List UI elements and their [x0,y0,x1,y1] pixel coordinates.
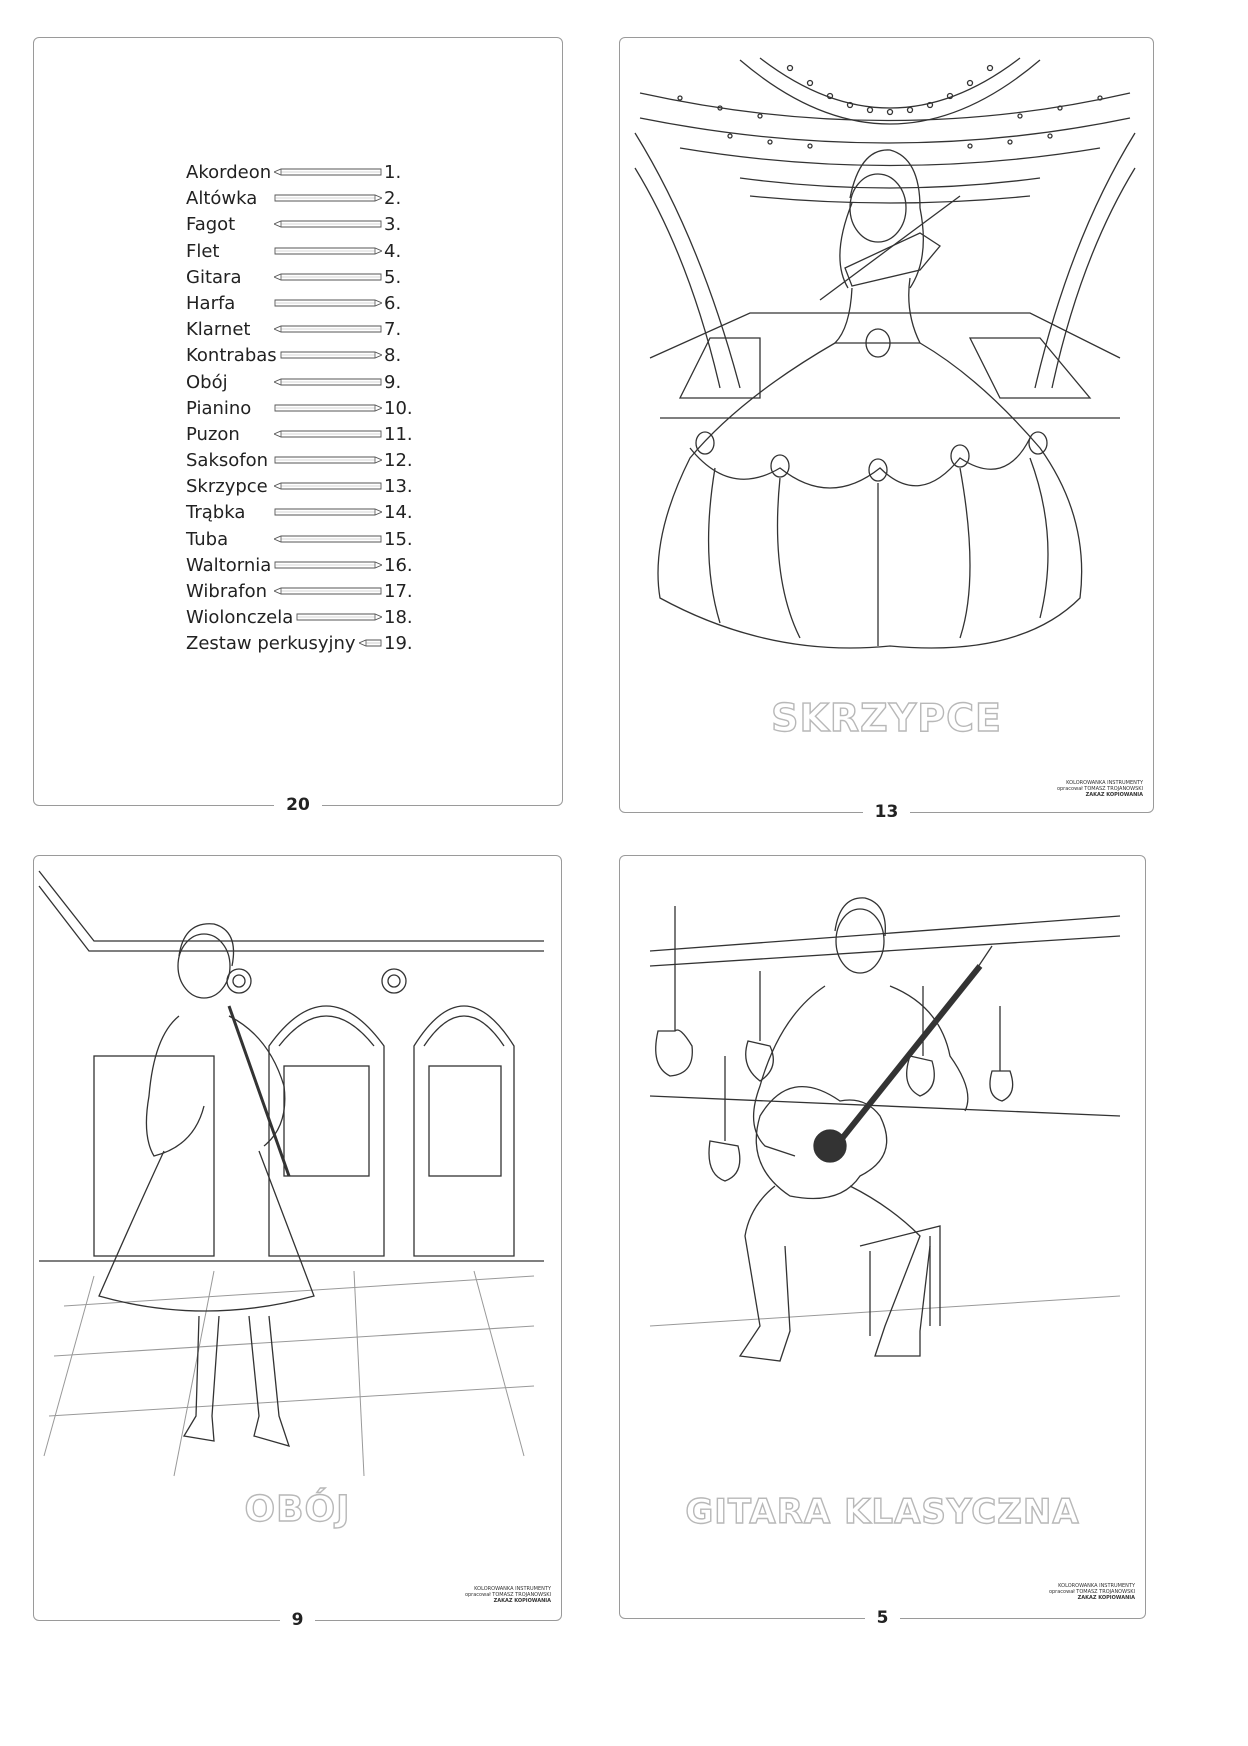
footer-line-1: KOLOROWANKA INSTRUMENTY [1058,1583,1135,1589]
guitar-page [619,855,1146,1628]
item-number: 7. [384,319,402,341]
pencil-connector-icon [280,351,382,359]
list-item [186,553,446,579]
instrument-name: Flet [186,240,220,262]
item-number: 10. [384,397,413,419]
pencil-connector-icon [274,378,382,386]
list-item [186,605,446,631]
guitarist-illustration [620,856,1144,1516]
pencil-connector-icon [274,168,382,176]
instrument-name: Skrzypce [186,476,268,498]
pencil-connector-icon [274,430,382,438]
page-number-footer [620,1606,1145,1630]
footer-line-2: opracował TOMASZ TROJANOWSKI [1048,1589,1135,1595]
instrument-name: Tuba [186,528,229,550]
list-item [186,448,446,474]
list-item [186,422,446,448]
pencil-connector-icon [274,194,382,202]
index-page [33,37,563,815]
pencil-connector-icon [274,299,382,307]
footer-line-2: opracował TOMASZ TROJANOWSKI [1056,786,1143,792]
classical-guitar [756,946,992,1199]
instrument-name: Altówka [186,188,258,210]
instrument-name: Obój [186,371,228,393]
pencil-connector-icon [296,613,382,621]
instrument-name: Klarnet [186,319,251,341]
footer-credits [465,1586,551,1604]
oboe-page [33,855,562,1630]
footer-line-3: ZAKAZ KOPIOWANIA [1077,1595,1135,1601]
list-item [186,370,446,396]
item-number: 13. [384,476,413,498]
page-number-footer [34,793,562,817]
list-item [186,317,446,343]
page-title: SKRZYPCE [771,696,1002,740]
list-item [186,500,446,526]
item-number: 2. [384,188,402,210]
instrument-name: Pianino [186,397,252,419]
instrument-name: Gitara [186,266,242,288]
instrument-name: Harfa [186,292,236,314]
list-item [186,212,446,238]
footer-credits [1049,1583,1135,1601]
pencil-connector-icon [274,273,382,281]
list-item [186,474,446,500]
footer-line-3: ZAKAZ KOPIOWANIA [1085,792,1143,798]
item-number: 4. [384,240,402,262]
item-number: 3. [384,214,402,236]
instrument-name: Trąbka [186,502,246,524]
list-item [186,343,446,369]
pencil-connector-icon [274,535,382,543]
item-number: 1. [384,162,402,183]
instrument-name: Akordeon [186,162,272,183]
instrument-name: Wiolonczela [186,607,294,629]
oboist-illustration [34,856,560,1536]
item-number: 18. [384,607,413,629]
pencil-connector-icon [274,404,382,412]
list-item [186,396,446,422]
list-item [186,579,446,605]
footer-line-3: ZAKAZ KOPIOWANIA [493,1598,551,1604]
instrument-name: Wibrafon [186,581,268,602]
list-item [186,186,446,212]
pencil-connector-icon [274,456,382,464]
list-item [186,631,446,657]
list-item [186,527,446,553]
pencil-connector-icon [274,325,382,333]
pencil-connector-icon [274,508,382,516]
item-number: 11. [384,423,413,445]
item-number: 6. [384,292,402,314]
pencil-connector-icon [274,247,382,255]
pencil-connector-icon [274,587,382,595]
instrument-name: Kontrabas [186,345,277,367]
pencil-connector-icon [274,220,382,228]
item-number: 16. [384,554,413,576]
pencil-connector-icon [274,482,382,490]
instrument-name: Waltornia [186,554,272,576]
page-number-footer [34,1608,561,1632]
footer-credits [1057,780,1143,798]
item-number: 17. [384,581,413,602]
item-number: 19. [384,633,413,655]
instrument-name: Puzon [186,423,240,445]
violinist-illustration [620,38,1152,738]
list-item [186,291,446,317]
arched-windows [94,969,514,1256]
item-number: 5. [384,266,402,288]
pencil-connector-icon [274,561,382,569]
instrument-name: Zestaw perkusyjny [186,633,356,655]
item-number: 14. [384,502,413,524]
light-dots [678,66,1102,149]
page-number: 20 [274,793,322,817]
item-number: 12. [384,450,413,472]
item-number: 8. [384,345,402,367]
page-title: OBÓJ [244,1489,351,1530]
list-item [186,160,446,186]
page-number: 9 [280,1608,316,1632]
footer-line-1: KOLOROWANKA INSTRUMENTY [1066,780,1143,786]
instrument-name: Saksofon [186,450,269,472]
item-number: 15. [384,528,413,550]
page-title: GITARA KLASYCZNA [685,1492,1080,1532]
item-number: 9. [384,371,402,393]
instrument-list [186,160,446,658]
page-number-footer [620,800,1153,824]
list-item [186,239,446,265]
page-number: 5 [865,1606,901,1630]
list-item [186,265,446,291]
instrument-name: Fagot [186,214,236,236]
violin-page [619,37,1154,822]
footer-line-2: opracował TOMASZ TROJANOWSKI [464,1592,551,1598]
pencil-connector-icon [359,639,382,647]
footer-line-1: KOLOROWANKA INSTRUMENTY [474,1586,551,1592]
page-number: 13 [863,800,911,824]
